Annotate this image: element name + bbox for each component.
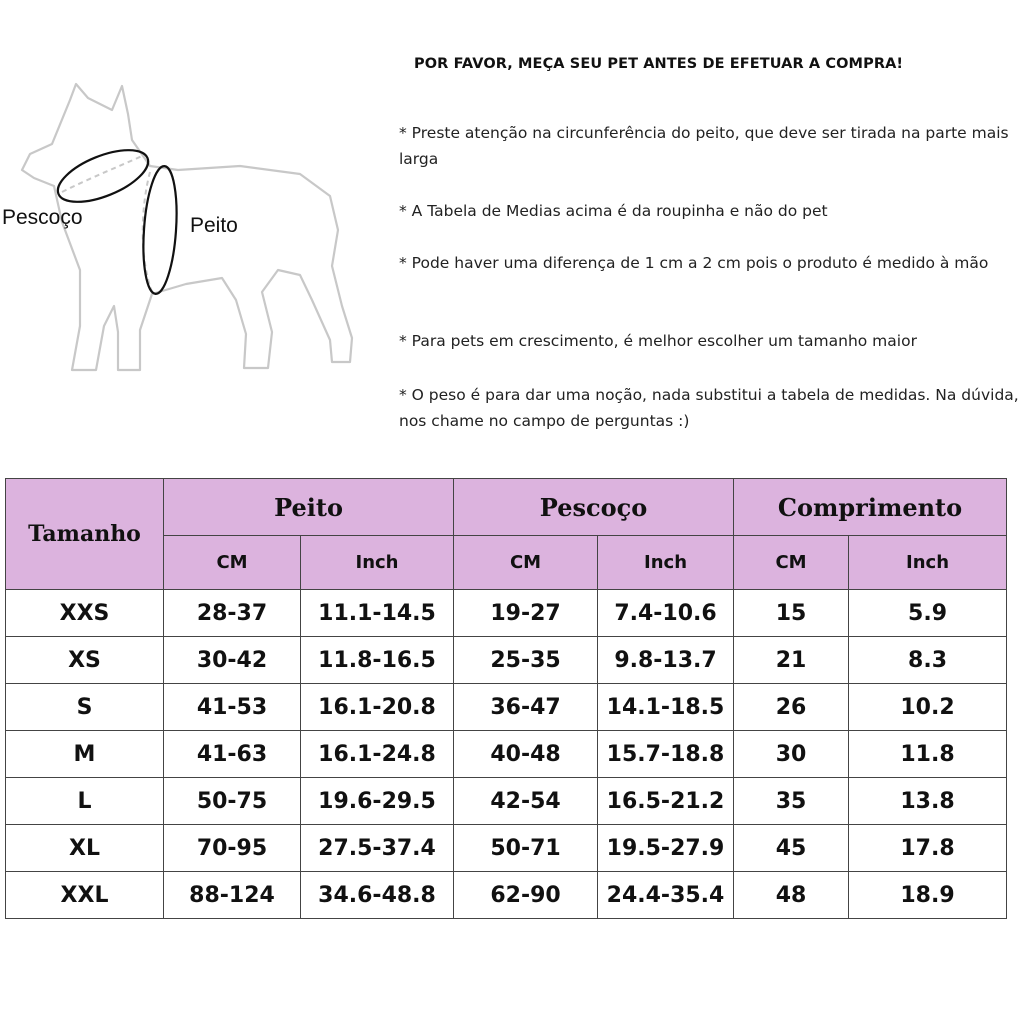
neck-measure-ring xyxy=(51,139,155,212)
table-cell: 15 xyxy=(734,590,849,637)
table-cell: 40-48 xyxy=(454,731,598,778)
instructions-title: POR FAVOR, MEÇA SEU PET ANTES DE EFETUAR A COMPRA! xyxy=(414,56,904,72)
size-cell: L xyxy=(6,778,164,825)
table-cell: 18.9 xyxy=(849,872,1007,919)
table-cell: 21 xyxy=(734,637,849,684)
table-row xyxy=(6,825,1007,872)
table-cell: 50-75 xyxy=(164,778,301,825)
table-cell: 34.6-48.8 xyxy=(301,872,454,919)
neck-label: Pescoço xyxy=(2,206,83,229)
table-cell: 27.5-37.4 xyxy=(301,825,454,872)
unit-header: Inch xyxy=(598,536,734,590)
table-cell: 41-53 xyxy=(164,684,301,731)
neck-group-header: Pescoço xyxy=(454,479,734,536)
table-cell: 28-37 xyxy=(164,590,301,637)
size-cell: M xyxy=(6,731,164,778)
chest-measure-ring xyxy=(140,165,181,295)
unit-header: CM xyxy=(454,536,598,590)
table-cell: 19.5-27.9 xyxy=(598,825,734,872)
table-cell: 9.8-13.7 xyxy=(598,637,734,684)
table-cell: 30 xyxy=(734,731,849,778)
table-row xyxy=(6,778,1007,825)
table-cell: 17.8 xyxy=(849,825,1007,872)
table-cell: 24.4-35.4 xyxy=(598,872,734,919)
table-cell: 19.6-29.5 xyxy=(301,778,454,825)
table-cell: 50-71 xyxy=(454,825,598,872)
table-cell: 16.1-24.8 xyxy=(301,731,454,778)
dog-measurement-illustration xyxy=(0,70,380,410)
size-cell: XXL xyxy=(6,872,164,919)
table-cell: 45 xyxy=(734,825,849,872)
table-cell: 19-27 xyxy=(454,590,598,637)
table-cell: 26 xyxy=(734,684,849,731)
length-group-header: Comprimento xyxy=(734,479,1007,536)
table-cell: 7.4-10.6 xyxy=(598,590,734,637)
chest-label: Peito xyxy=(190,214,238,237)
table-cell: 62-90 xyxy=(454,872,598,919)
table-cell: 25-35 xyxy=(454,637,598,684)
table-cell: 70-95 xyxy=(164,825,301,872)
chest-group-header: Peito xyxy=(164,479,454,536)
dog-outline-icon xyxy=(0,70,380,410)
table-row xyxy=(6,590,1007,637)
table-row xyxy=(6,684,1007,731)
table-row xyxy=(6,731,1007,778)
table-cell: 36-47 xyxy=(454,684,598,731)
instruction-item: * A Tabela de Medias acima é da roupinha e não do pet xyxy=(399,202,828,220)
table-cell: 15.7-18.8 xyxy=(598,731,734,778)
table-row xyxy=(6,637,1007,684)
table-cell: 8.3 xyxy=(849,637,1007,684)
unit-header: CM xyxy=(164,536,301,590)
size-cell: XL xyxy=(6,825,164,872)
table-cell: 16.5-21.2 xyxy=(598,778,734,825)
table-cell: 35 xyxy=(734,778,849,825)
instruction-item: * O peso é para dar uma noção, nada substitui a tabela de medidas. Na dúvida, nos chame no campo de perguntas :) xyxy=(399,386,1019,430)
table-cell: 41-63 xyxy=(164,731,301,778)
table-cell: 13.8 xyxy=(849,778,1007,825)
table-cell: 16.1-20.8 xyxy=(301,684,454,731)
table-cell: 11.8-16.5 xyxy=(301,637,454,684)
instruction-item: * Pode haver uma diferença de 1 cm a 2 cm pois o produto é medido à mão xyxy=(399,254,989,272)
size-chart-table xyxy=(5,478,1007,919)
table-cell: 42-54 xyxy=(454,778,598,825)
size-column-header: Tamanho xyxy=(6,479,164,590)
size-cell: XXS xyxy=(6,590,164,637)
table-cell: 88-124 xyxy=(164,872,301,919)
size-cell: S xyxy=(6,684,164,731)
table-cell: 48 xyxy=(734,872,849,919)
unit-header: Inch xyxy=(301,536,454,590)
size-cell: XS xyxy=(6,637,164,684)
table-cell: 30-42 xyxy=(164,637,301,684)
table-cell: 11.1-14.5 xyxy=(301,590,454,637)
unit-header: Inch xyxy=(849,536,1007,590)
table-cell: 5.9 xyxy=(849,590,1007,637)
instruction-item: * Preste atenção na circunferência do peito, que deve ser tirada na parte mais larga xyxy=(399,124,1009,168)
table-cell: 14.1-18.5 xyxy=(598,684,734,731)
table-row xyxy=(6,872,1007,919)
unit-header: CM xyxy=(734,536,849,590)
instruction-item: * Para pets em crescimento, é melhor escolher um tamanho maior xyxy=(399,332,917,350)
measurement-instructions xyxy=(399,56,1019,430)
table-cell: 10.2 xyxy=(849,684,1007,731)
table-cell: 11.8 xyxy=(849,731,1007,778)
